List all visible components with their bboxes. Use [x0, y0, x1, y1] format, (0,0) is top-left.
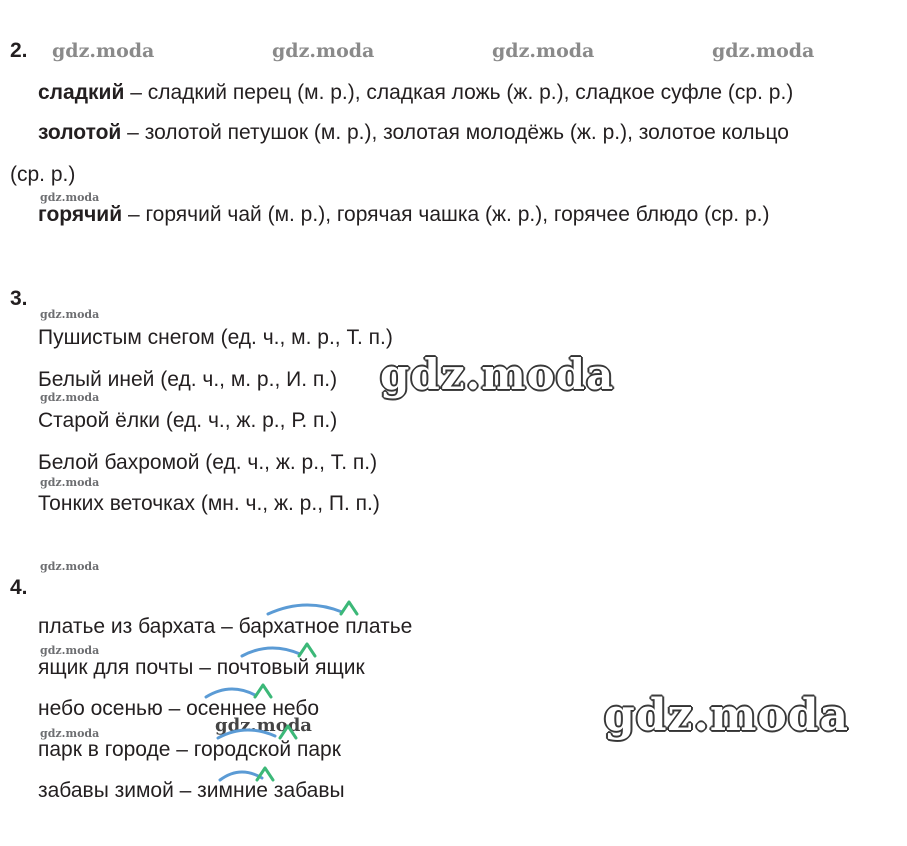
task-4-line-3: небо осенью – осеннее небо [38, 697, 320, 720]
task-2-line-1-word: сладкий [38, 81, 125, 104]
task-4-line-5: забавы зимой – зимние забавы [38, 779, 345, 802]
task-2-line-2-text: – золотой петушок (м. р.), золотая молодёжь (ж. р.), золотое кольцо [121, 121, 789, 144]
watermark-small-3: gdz.moda [40, 391, 100, 404]
task-2-line-2-word: золотой [38, 121, 122, 144]
task-4-number: 4. [10, 576, 28, 599]
task-2-line-2 [38, 120, 789, 146]
watermark-small-4: gdz.moda [40, 476, 100, 489]
task-3-line-3: Старой ёлки (ед. ч., ж. р., Р. п.) [38, 409, 338, 432]
task-3-number: 3. [10, 287, 28, 310]
task-3-line-1: Пушистым снегом (ед. ч., м. р., Т. п.) [38, 326, 393, 349]
watermark-small-2: gdz.moda [40, 308, 100, 321]
task-2-line-3 [10, 162, 75, 188]
watermark-large-2: gdz.moda [604, 690, 850, 741]
task-3-line-5: Тонких веточках (мн. ч., ж. р., П. п.) [38, 492, 380, 515]
watermark-small-6: gdz.moda [40, 644, 100, 657]
watermark-small-5: gdz.moda [40, 560, 100, 573]
task-2-line-4-word: горячий [38, 203, 123, 226]
task-2-line-3-text: (ср. р.) [10, 163, 76, 186]
task-4-line-1: платье из бархата – бархатное платье [38, 615, 413, 638]
watermark-top-1: gdz.moda [52, 40, 155, 62]
task-4-line-2: ящик для почты – почтовый ящик [38, 656, 365, 679]
suffix-mark-1 [341, 602, 357, 614]
task-3-line-2: Белый иней (ед. ч., м. р., И. п.) [38, 368, 338, 391]
watermark-top-4: gdz.moda [712, 40, 815, 62]
watermark-large-1: gdz.moda [380, 350, 615, 399]
task-3-line-4: Белой бахромой (ед. ч., ж. р., Т. п.) [38, 451, 378, 474]
task-2-line-1-text: – сладкий перец (м. р.), сладкая ложь (ж. р.), сладкое суфле (ср. р.) [124, 81, 794, 104]
watermark-top-2: gdz.moda [272, 40, 375, 62]
watermark-small-1: gdz.moda [40, 191, 100, 204]
watermark-top-3: gdz.moda [492, 40, 595, 62]
watermark-medium: gdz.moda [215, 715, 312, 736]
task-2-line-1 [38, 80, 793, 106]
root-arc-1 [268, 605, 342, 614]
task-2-line-4-text: – горячий чай (м. р.), горячая чашка (ж. р.), горячее блюдо (ср. р.) [122, 203, 770, 226]
watermark-small-7: gdz.moda [40, 727, 100, 740]
task-4-line-4: парк в городе – городской парк [38, 738, 341, 761]
task-2-line-4 [38, 202, 769, 228]
task-2-number: 2. [10, 39, 28, 62]
